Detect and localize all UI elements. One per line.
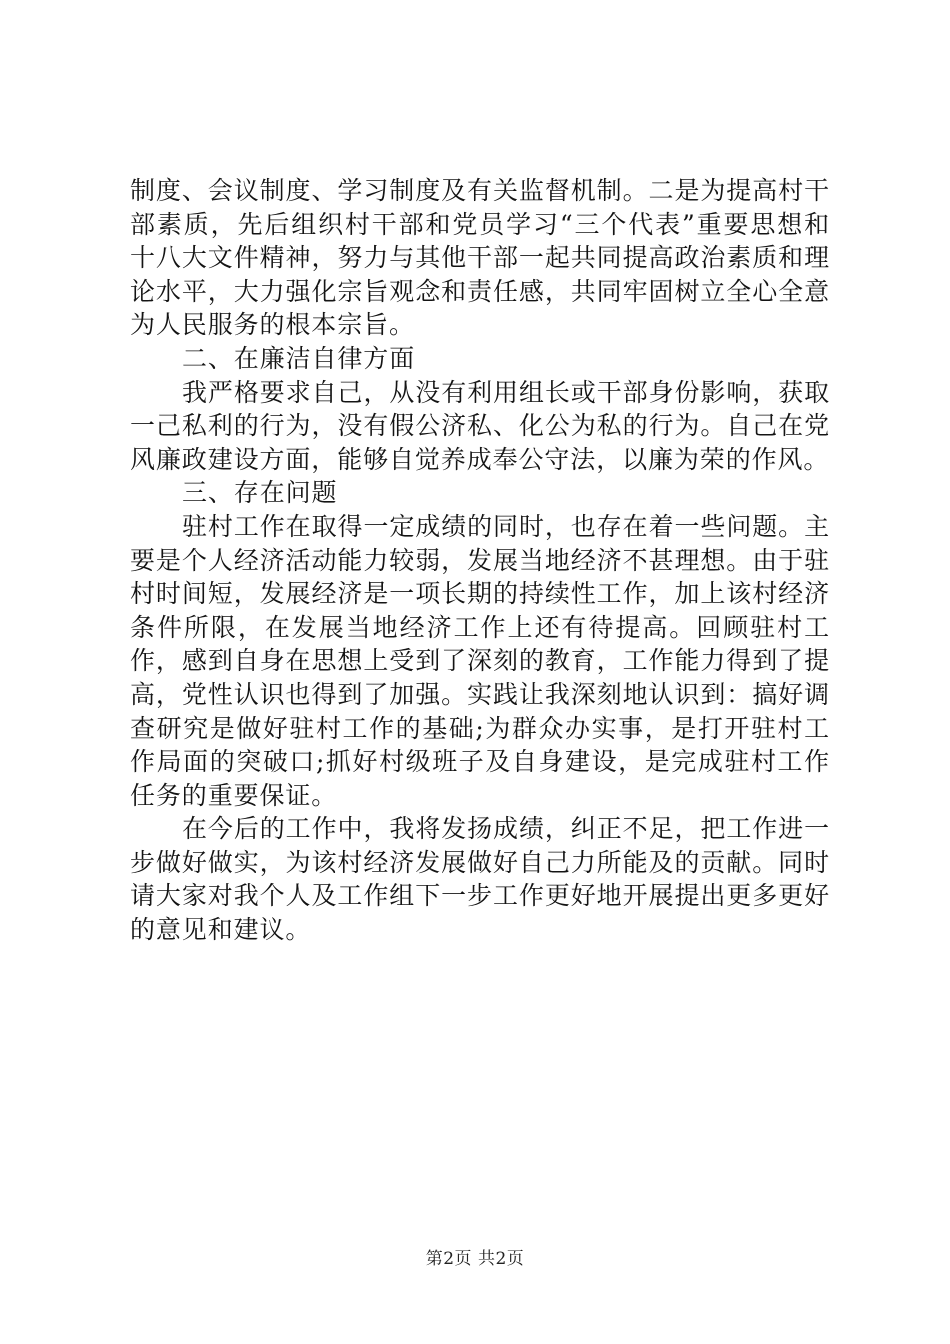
section-heading-integrity: 二、在廉洁自律方面 <box>182 343 416 373</box>
paragraph-problems: 驻村工作在取得一定成绩的同时，也存在着一些问题。主要是个人经济活动能力较弱，发展当地经济不甚理想。由于驻村时间短，发展经济是一项长期的持续性工作，加上该村经济条件所限，在发展当地经济工作上还有待提高。回顾驻村工作，感到自身在思想上受到了深刻的教育，工作能力得到了提高，党性认识也得到了加强。实践让我深刻地认识到：搞好调查研究是做好驻村工作的基础;为群众办实事，是打开驻村工作局面的突破口;抓好村级班子及自身建设，是完成驻村工作任务的重要保证。 <box>130 511 830 810</box>
document-body <box>130 174 830 947</box>
paragraph-integrity: 我严格要求自己，从没有利用组长或干部身份影响，获取一己私利的行为，没有假公济私、化公为私的行为。自己在党风廉政建设方面，能够自觉养成奉公守法，以廉为荣的作风。 <box>130 377 830 474</box>
section-heading-problems: 三、存在问题 <box>182 478 338 508</box>
paragraph-supervision-and-study: 制度、会议制度、学习制度及有关监督机制。二是为提高村干部素质，先后组织村干部和党员学习“三个代表”重要思想和十八大文件精神，努力与其他干部一起共同提高政治素质和理论水平，大力强化宗旨观念和责任感，共同牢固树立全心全意为人民服务的根本宗旨。 <box>130 176 830 340</box>
page-footer: 第2页 共2页 <box>425 1249 525 1269</box>
paragraph-future-work: 在今后的工作中，我将发扬成绩，纠正不足，把工作进一步做好做实，为该村经济发展做好自己力所能及的贡献。同时请大家对我个人及工作组下一步工作更好地开展提出更多更好的意见和建议。 <box>130 814 830 945</box>
